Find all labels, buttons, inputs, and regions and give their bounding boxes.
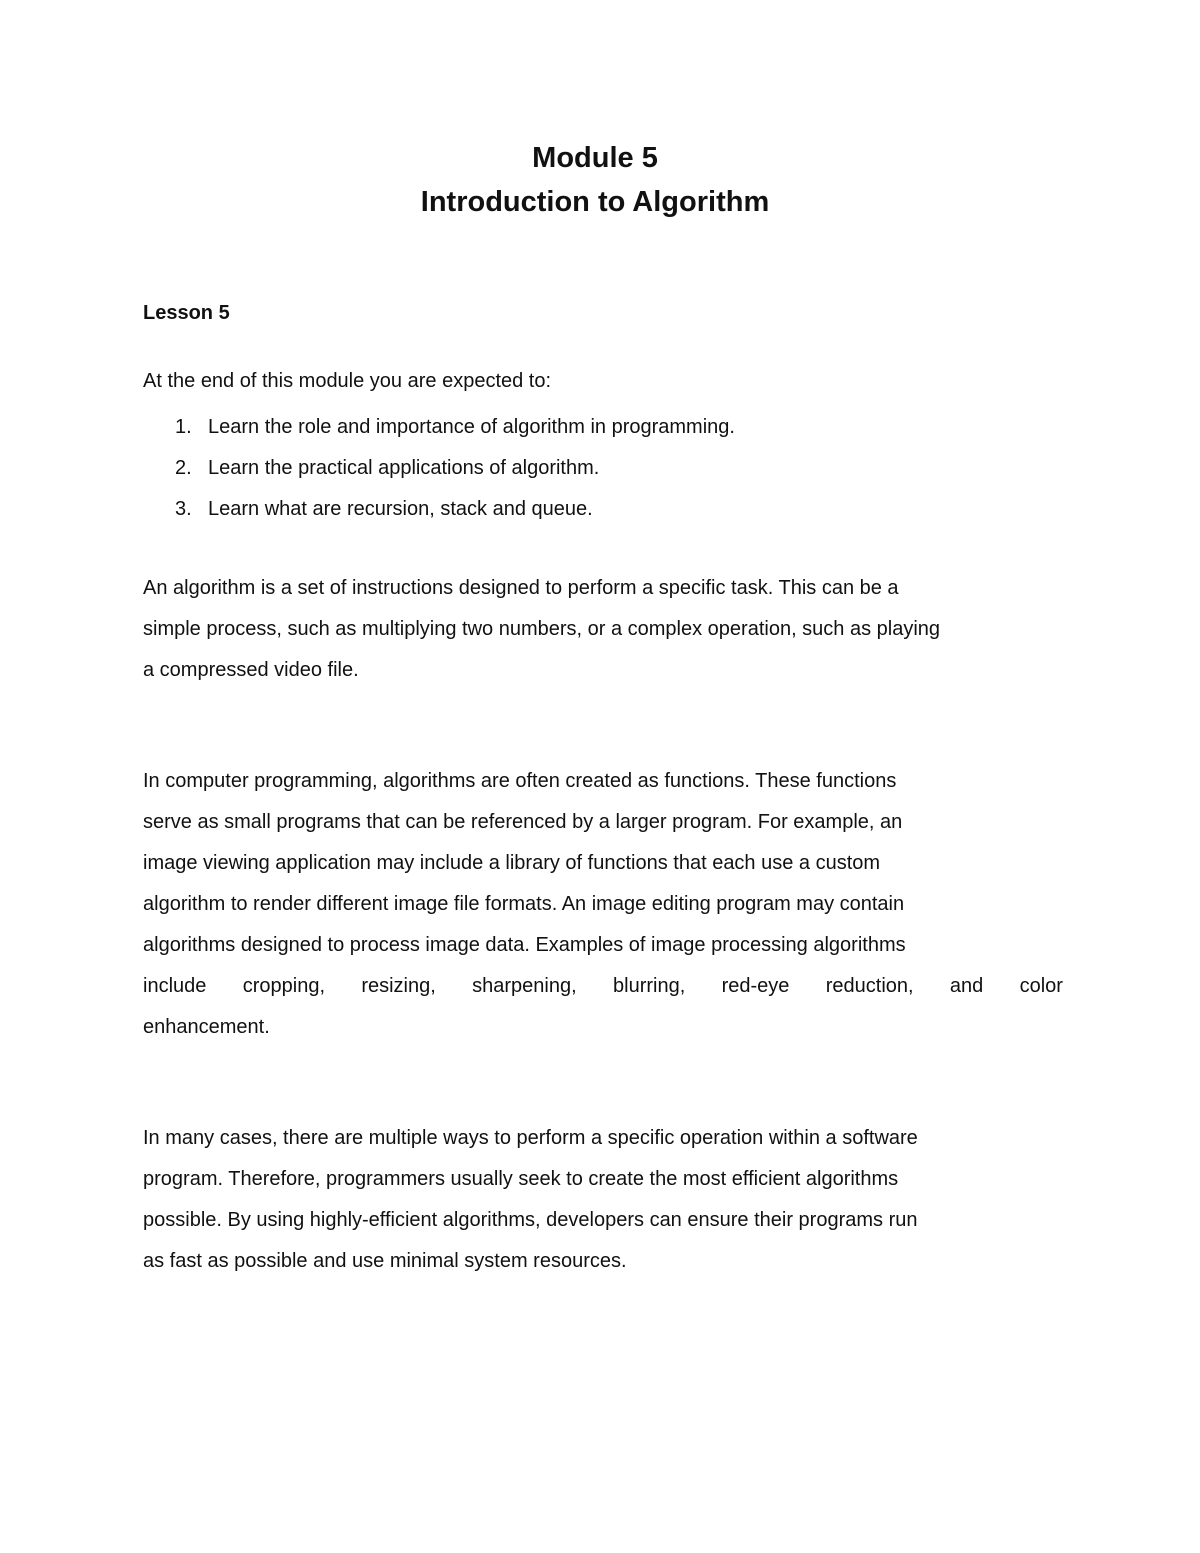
paragraph-line: as fast as possible and use minimal system resources. xyxy=(143,1250,627,1272)
paragraph-line: algorithm to render different image file formats. An image editing program may contain xyxy=(143,893,905,915)
lesson-heading: Lesson 5 xyxy=(143,302,230,324)
paragraph-line: algorithms designed to process image data. Examples of image processing algorithms xyxy=(143,934,906,956)
paragraph-line-justified xyxy=(143,966,1063,1007)
paragraph-algorithms-as-functions xyxy=(143,761,1063,1048)
objective-item xyxy=(143,455,735,496)
paragraph-line: program. Therefore, programmers usually seek to create the most efficient algorithms xyxy=(143,1168,899,1190)
paragraph-line: possible. By using highly-efficient algorithms, developers can ensure their programs run xyxy=(143,1209,918,1231)
word: cropping, xyxy=(242,975,325,997)
paragraph-line: In many cases, there are multiple ways to perform a specific operation within a software xyxy=(143,1127,918,1149)
word: and xyxy=(949,975,984,997)
objective-text: Learn the role and importance of algorithm in programming. xyxy=(208,416,735,438)
objective-number: 1. xyxy=(175,416,192,438)
paragraph-algorithm-definition xyxy=(143,568,1063,691)
word: reduction, xyxy=(825,975,914,997)
objective-number: 3. xyxy=(175,498,192,520)
word: include xyxy=(143,975,207,997)
paragraph-efficient-algorithms xyxy=(143,1118,1063,1282)
objective-item xyxy=(143,496,735,537)
objective-text: Learn the practical applications of algorithm. xyxy=(208,457,600,479)
paragraph-line: An algorithm is a set of instructions designed to perform a specific task. This can be a xyxy=(143,577,899,599)
word: sharpening, xyxy=(472,975,577,997)
word: resizing, xyxy=(361,975,436,997)
objectives-intro: At the end of this module you are expected to: xyxy=(143,370,552,392)
objective-number: 2. xyxy=(175,457,192,479)
word: red-eye xyxy=(721,975,790,997)
paragraph-line: enhancement. xyxy=(143,1016,270,1038)
word: color xyxy=(1019,975,1063,997)
paragraph-line: serve as small programs that can be referenced by a larger program. For example, an xyxy=(143,811,903,833)
paragraph-line: a compressed video file. xyxy=(143,659,359,681)
paragraph-line: image viewing application may include a library of functions that each use a custom xyxy=(143,852,881,874)
module-number: Module 5 xyxy=(532,142,658,174)
objective-text: Learn what are recursion, stack and queue. xyxy=(208,498,593,520)
objective-item xyxy=(143,414,735,455)
objectives-list xyxy=(143,414,735,537)
word: blurring, xyxy=(613,975,686,997)
paragraph-line: In computer programming, algorithms are often created as functions. These functions xyxy=(143,770,897,792)
paragraph-line: simple process, such as multiplying two numbers, or a complex operation, such as playing xyxy=(143,618,941,640)
module-title: Introduction to Algorithm xyxy=(420,186,770,218)
